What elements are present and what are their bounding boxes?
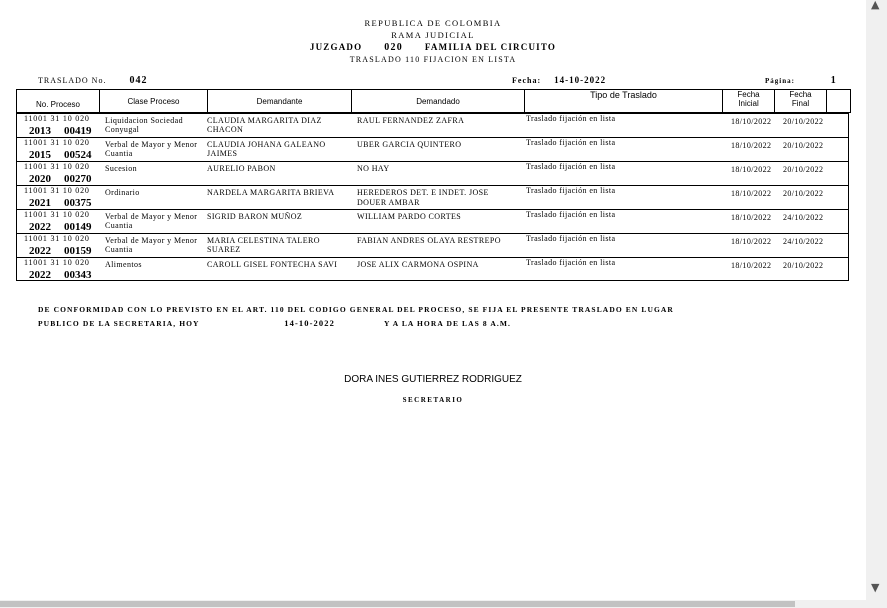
footer-statement-2: PUBLICO DE LA SECRETARIA, HOY 14-10-2022 Y A LA HORA DE LAS 8 A.M. xyxy=(38,318,511,328)
process-code: 11001 31 10 020 xyxy=(24,258,90,267)
fecha-final: 24/10/2022 xyxy=(783,213,824,222)
process-number: 00159 xyxy=(64,245,92,257)
col-no-proceso: No. Proceso xyxy=(17,90,100,112)
table-row xyxy=(17,257,848,281)
fecha-inicial: 18/10/2022 xyxy=(731,213,772,222)
clase-line1: Ordinario xyxy=(105,188,140,197)
demandante-line1: NARDELA MARGARITA BRIEVA xyxy=(207,188,335,197)
process-code: 11001 31 10 020 xyxy=(24,210,90,219)
table-row xyxy=(17,233,848,257)
process-code: 11001 31 10 020 xyxy=(24,162,90,171)
process-year: 2022 xyxy=(29,245,51,257)
fecha-final: 20/10/2022 xyxy=(783,165,824,174)
process-number: 00419 xyxy=(64,125,92,137)
table-row xyxy=(17,209,848,233)
tipo-traslado: Traslado fijación en lista xyxy=(526,258,616,267)
demandado-line1: UBER GARCIA QUINTERO xyxy=(357,140,462,149)
clase-line1: Verbal de Mayor y Menor xyxy=(105,212,198,221)
pagina-value: 1 xyxy=(830,75,837,86)
demandante-line2: CHACON xyxy=(207,125,244,134)
table-row xyxy=(17,137,848,161)
tipo-traslado: Traslado fijación en lista xyxy=(526,186,616,195)
col-demandado: Demandado xyxy=(352,90,525,112)
header-subtitle: TRASLADO 110 FIJACION EN LISTA xyxy=(349,55,517,64)
table-row xyxy=(17,113,848,137)
demandante-line1: CAROLL GISEL FONTECHA SAVI xyxy=(207,260,338,269)
clase-line1: Sucesion xyxy=(105,164,138,173)
horizontal-scrollbar[interactable] xyxy=(0,600,887,608)
process-number: 00270 xyxy=(64,173,92,185)
scroll-down-icon[interactable]: ▼ xyxy=(871,581,880,594)
signer-name: DORA INES GUTIERREZ RODRIGUEZ xyxy=(344,374,522,385)
fecha-final: 20/10/2022 xyxy=(783,189,824,198)
fecha-inicial: 18/10/2022 xyxy=(731,141,772,150)
demandante-line2: JAIMES xyxy=(207,149,238,158)
process-year: 2022 xyxy=(29,221,51,233)
court-number: 020 xyxy=(384,42,403,53)
tipo-traslado: Traslado fijación en lista xyxy=(526,162,616,171)
clase-line2: Cuantia xyxy=(105,221,133,230)
table-header xyxy=(16,89,851,113)
clase-line1: Liquidacion Sociedad xyxy=(105,116,183,125)
table-row xyxy=(17,161,848,185)
fecha-final: 20/10/2022 xyxy=(783,117,824,126)
fecha-inicial: 18/10/2022 xyxy=(731,165,772,174)
demandado-line1: RAUL FERNANDEZ ZAFRA xyxy=(357,116,465,125)
footer-date: 14-10-2022 xyxy=(284,318,335,328)
demandado-line1: HEREDEROS DET. E INDET. JOSE xyxy=(357,188,489,197)
process-number: 00524 xyxy=(64,149,92,161)
court-description: FAMILIA DEL CIRCUITO xyxy=(424,42,557,52)
tipo-traslado: Traslado fijación en lista xyxy=(526,210,616,219)
col-fecha-final: Fecha Final xyxy=(775,90,827,112)
clase-line1: Verbal de Mayor y Menor xyxy=(105,236,198,245)
tipo-traslado: Traslado fijación en lista xyxy=(526,234,616,243)
col-blank xyxy=(827,90,851,112)
footer-statement: DE CONFORMIDAD CON LO PREVISTO EN EL ART. 110 DEL CODIGO GENERAL DEL PROCESO, SE FIJA EL PRESENTE TRASLADO EN LUGAR xyxy=(38,305,674,314)
demandante-line2: SUAREZ xyxy=(207,245,241,254)
clase-line2: Cuantia xyxy=(105,245,133,254)
clase-line1: Alimentos xyxy=(105,260,142,269)
process-year: 2013 xyxy=(29,125,51,137)
demandado-line1: JOSE ALIX CARMONA OSPINA xyxy=(357,260,479,269)
col-demandante: Demandante xyxy=(208,90,352,112)
demandante-line1: MARIA CELESTINA TALERO xyxy=(207,236,320,245)
fecha-inicial: 18/10/2022 xyxy=(731,189,772,198)
tipo-traslado: Traslado fijación en lista xyxy=(526,114,616,123)
court-label: JUZGADO xyxy=(309,42,363,52)
fecha-inicial: 18/10/2022 xyxy=(731,261,772,270)
process-number: 00149 xyxy=(64,221,92,233)
header-court xyxy=(0,42,866,53)
process-code: 11001 31 10 020 xyxy=(24,138,90,147)
traslado-number: TRASLADO No. 042 xyxy=(38,75,148,86)
process-year: 2015 xyxy=(29,149,51,161)
demandante-line1: SIGRID BARON MUÑOZ xyxy=(207,212,303,221)
demandante-line1: AURELIO PABON xyxy=(207,164,276,173)
demandado-line1: FABIAN ANDRES OLAYA RESTREPO xyxy=(357,236,501,245)
process-number: 00343 xyxy=(64,269,92,281)
clase-line2: Cuantia xyxy=(105,149,133,158)
process-year: 2021 xyxy=(29,197,51,209)
signer-role: SECRETARIO xyxy=(402,396,464,404)
fecha-meta: Fecha: 14-10-2022 xyxy=(512,75,607,85)
col-fecha-inicial: Fecha Inicial xyxy=(723,90,775,112)
demandado-line1: WILLIAM PARDO CORTES xyxy=(357,212,462,221)
fecha-inicial: 18/10/2022 xyxy=(731,117,772,126)
scroll-up-icon[interactable]: ▲ xyxy=(871,0,880,11)
demandado-line2: DOUER AMBAR xyxy=(357,198,420,207)
table-body xyxy=(16,113,849,281)
fecha-final: 24/10/2022 xyxy=(783,237,824,246)
fecha-final: 20/10/2022 xyxy=(783,141,824,150)
process-year: 2022 xyxy=(29,269,51,281)
demandado-line1: NO HAY xyxy=(357,164,390,173)
process-number: 00375 xyxy=(64,197,92,209)
demandante-line1: CLAUDIA JOHANA GALEANO xyxy=(207,140,326,149)
pagina-meta: Página: 1 xyxy=(765,75,837,86)
clase-line2: Conyugal xyxy=(105,125,140,134)
demandante-line1: CLAUDIA MARGARITA DIAZ xyxy=(207,116,322,125)
fecha-final: 20/10/2022 xyxy=(783,261,824,270)
process-year: 2020 xyxy=(29,173,51,185)
process-code: 11001 31 10 020 xyxy=(24,114,90,123)
tipo-traslado: Traslado fijación en lista xyxy=(526,138,616,147)
traslado-value: 042 xyxy=(129,75,148,86)
fecha-value: 14-10-2022 xyxy=(554,75,607,85)
fecha-inicial: 18/10/2022 xyxy=(731,237,772,246)
col-tipo: Tipo de Traslado xyxy=(525,90,723,112)
table-row xyxy=(17,185,848,209)
process-code: 11001 31 10 020 xyxy=(24,234,90,243)
clase-line1: Verbal de Mayor y Menor xyxy=(105,140,198,149)
col-clase: Clase Proceso xyxy=(100,90,208,112)
vertical-scrollbar[interactable] xyxy=(866,0,887,600)
header-country: REPUBLICA DE COLOMBIA xyxy=(364,18,502,28)
horizontal-scroll-thumb[interactable] xyxy=(0,601,795,607)
process-code: 11001 31 10 020 xyxy=(24,186,90,195)
header-branch: RAMA JUDICIAL xyxy=(391,30,475,40)
